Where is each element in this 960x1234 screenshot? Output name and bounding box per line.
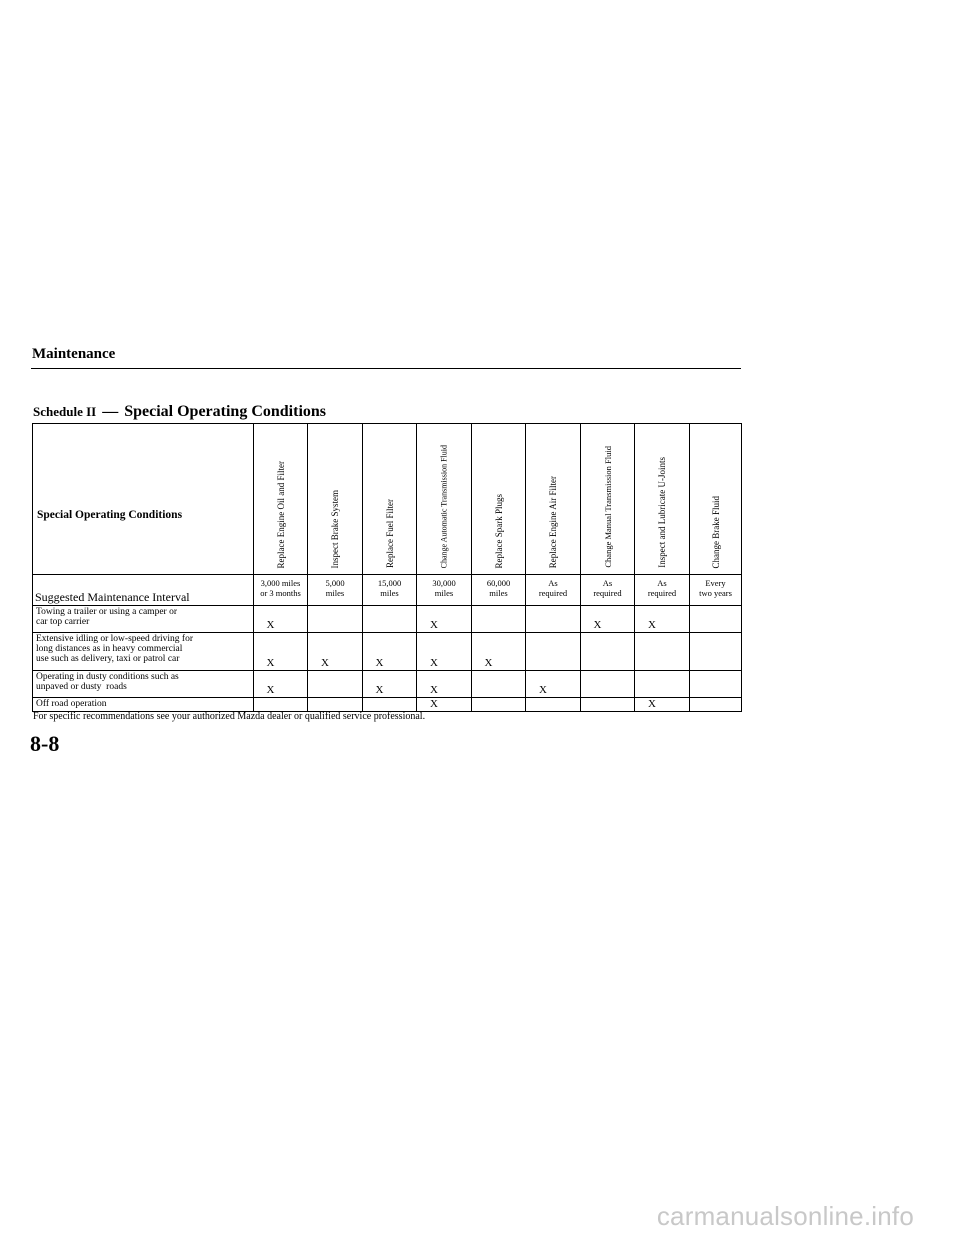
schedule-mark <box>581 671 635 698</box>
column-header-label: Change Automatic Transmission Fluid <box>439 444 449 568</box>
mark-text: X <box>593 619 602 631</box>
mark-text: X <box>430 657 438 669</box>
column-header <box>472 424 526 575</box>
schedule-mark <box>417 633 472 671</box>
schedule-mark <box>472 633 526 671</box>
column-header-label: Inspect Brake System <box>330 489 340 568</box>
schedule-mark <box>581 606 635 633</box>
column-header-row <box>33 424 742 575</box>
schedule-title-dash: — <box>102 403 119 420</box>
schedule-mark <box>417 671 472 698</box>
schedule-mark <box>254 671 308 698</box>
table-row <box>33 606 742 633</box>
interval-cell <box>526 575 581 606</box>
condition-line: car top carrier <box>36 617 90 627</box>
interval-unit: required <box>647 588 677 598</box>
condition-line: Operating in dusty conditions such as <box>36 672 179 682</box>
schedule-mark <box>308 698 363 712</box>
column-header-label: Replace Engine Oil and Filter <box>275 460 286 568</box>
mark-text: X <box>266 684 275 696</box>
mark-text: X <box>648 619 656 631</box>
interval-unit: or 3 months <box>260 588 301 598</box>
condition-label <box>33 633 254 671</box>
schedule-mark <box>526 633 581 671</box>
schedule-mark <box>690 606 742 633</box>
interval-cell <box>363 575 417 606</box>
schedule-mark <box>635 698 690 712</box>
interval-value: Every <box>705 578 726 588</box>
mark-text: X <box>321 657 329 669</box>
interval-cell <box>581 575 635 606</box>
header-divider <box>31 368 741 369</box>
schedule-mark <box>472 671 526 698</box>
watermark: carmanualsonline.info <box>656 1201 914 1231</box>
mark-text: X <box>648 698 656 710</box>
column-header-label: Change Brake Fluid <box>710 495 721 568</box>
schedule-mark <box>308 606 363 633</box>
schedule-mark <box>363 633 417 671</box>
schedule-mark <box>254 698 308 712</box>
schedule-mark <box>363 671 417 698</box>
column-header <box>417 424 472 575</box>
column-header-label: Inspect and Lubricate U-Joints <box>657 457 667 568</box>
condition-line: Extensive idling or low-speed driving for <box>36 634 193 644</box>
schedule-mark <box>526 698 581 712</box>
schedule-mark <box>363 606 417 633</box>
interval-value: 60,000 <box>486 578 511 588</box>
interval-label: Suggested Maintenance Interval <box>33 575 254 606</box>
condition-line: use such as delivery, taxi or patrol car <box>36 654 180 664</box>
interval-cell <box>417 575 472 606</box>
schedule-mark <box>254 633 308 671</box>
schedule-mark <box>417 606 472 633</box>
mark-text: X <box>375 684 384 696</box>
schedule-mark <box>363 698 417 712</box>
schedule-mark <box>635 606 690 633</box>
interval-value: As <box>548 578 558 588</box>
schedule-mark <box>581 698 635 712</box>
interval-value: 5,000 <box>325 578 345 588</box>
schedule-mark <box>254 606 308 633</box>
table-row <box>33 633 742 671</box>
interval-unit: required <box>538 588 568 598</box>
interval-cell <box>690 575 742 606</box>
interval-unit: miles <box>434 588 454 598</box>
column-header <box>526 424 581 575</box>
mark-text: X <box>375 657 384 669</box>
column-header <box>635 424 690 575</box>
interval-cell <box>472 575 526 606</box>
schedule-mark <box>690 698 742 712</box>
mark-text: X <box>430 698 438 710</box>
interval-value: 15,000 <box>377 578 402 588</box>
footnote: For specific recommendations see your authorized Mazda dealer or qualified service professional. <box>33 711 426 722</box>
interval-row <box>33 575 742 606</box>
column-header <box>308 424 363 575</box>
column-header-label: Replace Fuel Filter <box>384 499 395 568</box>
column-header-label: Replace Engine Air Filter <box>548 475 558 568</box>
schedule-mark <box>472 698 526 712</box>
column-header <box>254 424 308 575</box>
mark-text: X <box>266 619 275 631</box>
maintenance-schedule-table <box>32 423 742 712</box>
condition-label <box>33 671 254 698</box>
column-header-label: Replace Spark Plugs <box>493 493 504 568</box>
schedule-mark <box>581 633 635 671</box>
column-header <box>690 424 742 575</box>
mark-text: X <box>430 619 438 631</box>
schedule-mark <box>526 671 581 698</box>
table-row <box>33 671 742 698</box>
header-label: Special Operating Conditions <box>37 509 183 521</box>
schedule-mark <box>308 671 363 698</box>
mark-text: X <box>484 657 493 669</box>
interval-value: 30,000 <box>432 578 456 588</box>
page-number: 8-8 <box>30 731 60 756</box>
schedule-mark <box>690 671 742 698</box>
schedule-mark <box>472 606 526 633</box>
interval-unit: miles <box>489 588 508 598</box>
column-header-label: Change Manual Transmission Fluid <box>602 446 613 568</box>
schedule-title-prefix: Schedule II <box>33 404 97 419</box>
header-label-cell <box>33 424 254 575</box>
condition-label <box>33 606 254 633</box>
schedule-mark <box>526 606 581 633</box>
interval-value: 3,000 miles <box>260 578 301 588</box>
schedule-mark <box>417 698 472 712</box>
mark-text: X <box>430 684 438 696</box>
mark-text: X <box>266 657 275 669</box>
mark-text: X <box>539 684 547 696</box>
condition-label <box>33 698 254 712</box>
condition-line: Off road operation <box>36 699 107 709</box>
interval-unit: miles <box>325 588 345 598</box>
schedule-mark <box>635 633 690 671</box>
interval-cell <box>635 575 690 606</box>
condition-line: long distances as in heavy commercial <box>36 644 183 654</box>
interval-value: As <box>602 578 613 588</box>
interval-cell <box>254 575 308 606</box>
column-header <box>363 424 417 575</box>
table-row <box>33 698 742 712</box>
interval-cell <box>308 575 363 606</box>
schedule-title-main: Special Operating Conditions <box>124 403 327 420</box>
condition-line: Towing a trailer or using a camper or <box>36 607 177 617</box>
interval-unit: required <box>593 588 622 598</box>
interval-unit: two years <box>699 588 732 598</box>
column-header <box>581 424 635 575</box>
interval-value: As <box>657 578 667 588</box>
section-title: Maintenance <box>32 346 116 362</box>
interval-unit: miles <box>380 588 399 598</box>
schedule-mark <box>635 671 690 698</box>
schedule-mark <box>308 633 363 671</box>
condition-line: unpaved or dusty roads <box>36 682 127 692</box>
schedule-title <box>33 403 326 421</box>
schedule-mark <box>690 633 742 671</box>
